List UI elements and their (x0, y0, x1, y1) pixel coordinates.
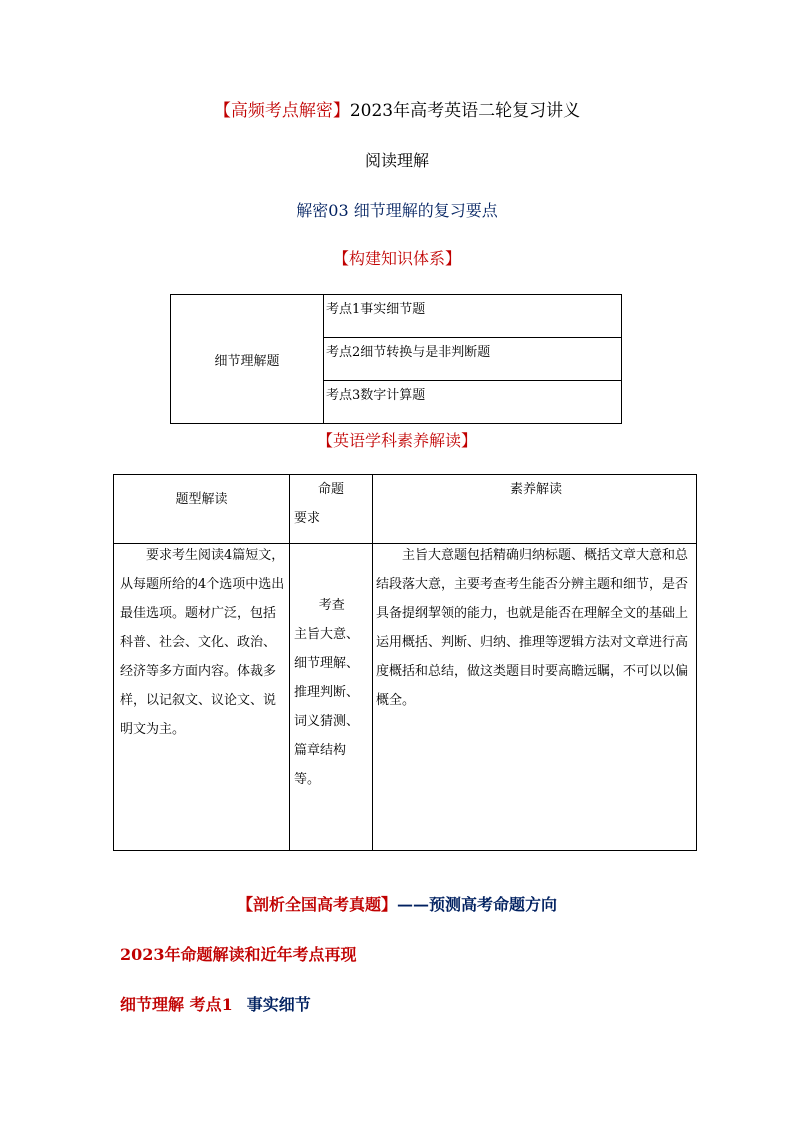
document-subtitle: 阅读理解 (364, 151, 429, 170)
detail-point-line (120, 992, 311, 1015)
exam-interpretation-line: 2023年命题解读和近年考点再现 (120, 945, 357, 964)
knowledge-table (170, 294, 622, 424)
requirement-line: 词义猜测、 (294, 714, 360, 729)
header-question-type: 题型解读 (175, 492, 228, 507)
header-requirement-line1: 命题 (318, 482, 345, 497)
literacy-table (113, 474, 697, 851)
title-rest: 2023年高考英语二轮复习讲义 (349, 101, 581, 121)
table-divider (289, 475, 290, 850)
requirement-line: 等。 (294, 772, 321, 787)
detail-point-topic: 事实细节 (246, 995, 311, 1014)
cell-requirement (294, 591, 372, 794)
knowledge-table-row: 考点3数字计算题 (326, 388, 426, 403)
section-exam-rest: ——预测高考命题方向 (397, 895, 558, 914)
cell-question-type: 要求考生阅读4篇短文，从每题所给的4个选项中选出最佳选项。题材广泛，包括科普、社会、文化、政治、经济等多方面内容。体裁多样，以记叙文、议论文、说明文为主。 (120, 548, 285, 737)
document-title (0, 96, 794, 121)
section-exam-bracket: 【剖析全国高考真题】 (236, 895, 397, 914)
detail-point-label: 细节理解 考点1 (120, 995, 233, 1014)
requirement-line: 篇章结构 (294, 743, 347, 758)
knowledge-table-label: 细节理解题 (171, 295, 324, 423)
section-exam-heading (0, 892, 794, 915)
requirement-line: 考查 (318, 598, 345, 613)
requirement-line: 细节理解、 (294, 656, 360, 671)
knowledge-table-row: 考点2细节转换与是非判断题 (324, 338, 621, 381)
section-literacy-heading: 【英语学科素养解读】 (316, 431, 477, 450)
requirement-line: 推理判断、 (294, 685, 360, 700)
table-divider (372, 475, 373, 850)
knowledge-table-row: 考点1事实细节题 (324, 295, 621, 338)
header-requirement-line2: 要求 (294, 511, 321, 526)
cell-literacy: 主旨大意题包括精确归纳标题、概括文章大意和总结段落大意，主要考查考生能否分辨主题和细节，是否具备提纲挈领的能力，也就是能否在理解全文的基础上运用概括、判断、归纳、推理等逻辑方法对文章进行高度概括和总结，做这类题目时要高瞻远瞩，不可以以偏概全。 (376, 548, 689, 708)
header-literacy: 素养解读 (509, 482, 562, 497)
unit-heading: 解密03 细节理解的复习要点 (296, 201, 498, 220)
requirement-line: 主旨大意、 (294, 627, 360, 642)
header-requirement (292, 475, 372, 533)
title-bracket: 【高频考点解密】 (213, 101, 350, 121)
section-knowledge-heading: 【构建知识体系】 (332, 249, 461, 268)
